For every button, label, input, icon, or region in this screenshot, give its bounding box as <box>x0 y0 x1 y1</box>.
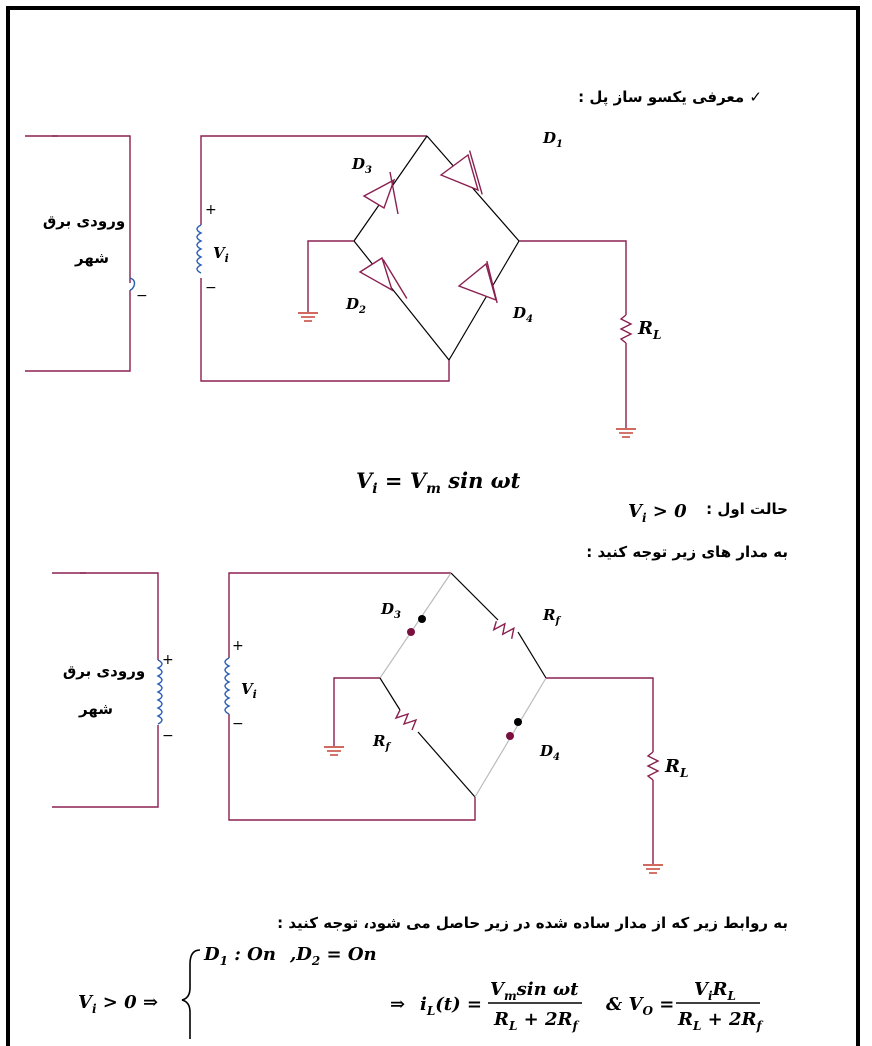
ground-icon <box>643 865 663 873</box>
terminal-dot <box>514 718 522 726</box>
source2-label-line2: شهر <box>79 700 113 718</box>
open-branch-d3 <box>380 573 451 678</box>
terminal-dot <box>506 732 514 740</box>
case1-heading: حالت اول : <box>706 500 788 518</box>
diode-d2 <box>360 257 407 301</box>
ground-icon <box>324 747 344 755</box>
source1-label-line2: شهر <box>75 249 109 267</box>
vi-label-1: $V_i$ <box>213 244 229 265</box>
diode-d3 <box>364 172 398 214</box>
resistor-rf-1 <box>492 618 515 641</box>
d3-label-2: $D_3$ <box>381 600 401 621</box>
ground-icon <box>616 429 636 437</box>
svg-text:+: + <box>162 652 174 668</box>
svg-text:+: + <box>205 202 217 218</box>
relations-text: به روابط زیر که از مدار ساده شده در زیر حاصل می شود، توجه کنید : <box>277 914 788 932</box>
terminal-dot <box>418 615 426 623</box>
fraction2-denominator: $R_L + 2R_f$ <box>678 1009 762 1033</box>
see-circuit-text: به مدار های زیر توجه کنید : <box>586 543 788 561</box>
intro-heading: ✓ معرفی یکسو ساز پل : <box>578 88 762 106</box>
case-d2: $,D_2 = On$ <box>290 944 377 968</box>
svg-text:+: + <box>232 638 244 654</box>
d3-label-1: $D_3$ <box>352 155 372 176</box>
vo-lhs: & $V_O$ = <box>606 994 675 1018</box>
case1-condition: $V_i > 0$ <box>628 501 687 525</box>
resistor-rl-2 <box>648 752 658 780</box>
fraction2-numerator: $V_iR_L$ <box>694 979 736 1003</box>
d4-label-2: $D_4$ <box>540 742 560 763</box>
resistor-rf-2 <box>396 710 416 730</box>
svg-text:−: − <box>162 728 174 744</box>
svg-text:−: − <box>232 716 244 732</box>
coil-2b <box>225 658 229 714</box>
circuit-1 <box>25 129 661 437</box>
diode-d1 <box>441 151 489 195</box>
rf-label-1: $R_f$ <box>543 606 560 627</box>
rl-label-1: $R_L$ <box>638 318 662 342</box>
rl-label-2: $R_L$ <box>665 756 689 780</box>
result-equations <box>78 944 764 1039</box>
ground-icon <box>298 313 318 321</box>
implies-arrow: ⇒ <box>390 994 406 1015</box>
source1-minus: − <box>136 288 148 304</box>
brace-icon <box>182 950 200 1039</box>
vi-label-2: $V_i$ <box>241 680 257 701</box>
fraction1-denominator: $R_L + 2R_f$ <box>494 1009 578 1033</box>
source2-label-line1: ورودی برق <box>62 662 146 680</box>
terminal-dot <box>407 628 415 636</box>
result-condition: $V_i > 0$ ⇒ <box>78 992 159 1016</box>
svg-text:−: − <box>205 280 217 296</box>
il-lhs: $i_L(t)$ = <box>420 994 482 1018</box>
d4-label-1: $D_4$ <box>513 304 533 325</box>
equation-vi: $V_i = V_m$ sin ωt <box>356 468 521 497</box>
circuit-2 <box>52 573 688 873</box>
case-d1: $D_1$ : On <box>204 944 276 968</box>
check-icon: ✓ <box>749 88 762 106</box>
d1-label-1: $D_1$ <box>543 129 563 150</box>
diode-d4 <box>459 261 503 303</box>
fraction1-numerator: $V_m\sin$ ωt <box>490 979 579 1003</box>
source1-label-line1: ورودی برق <box>42 212 126 230</box>
coil-2a <box>158 660 162 724</box>
d2-label-1: $D_2$ <box>346 295 366 316</box>
coil-1 <box>197 225 201 273</box>
rf-label-2: $R_f$ <box>373 732 390 753</box>
resistor-rl-1 <box>621 315 631 343</box>
